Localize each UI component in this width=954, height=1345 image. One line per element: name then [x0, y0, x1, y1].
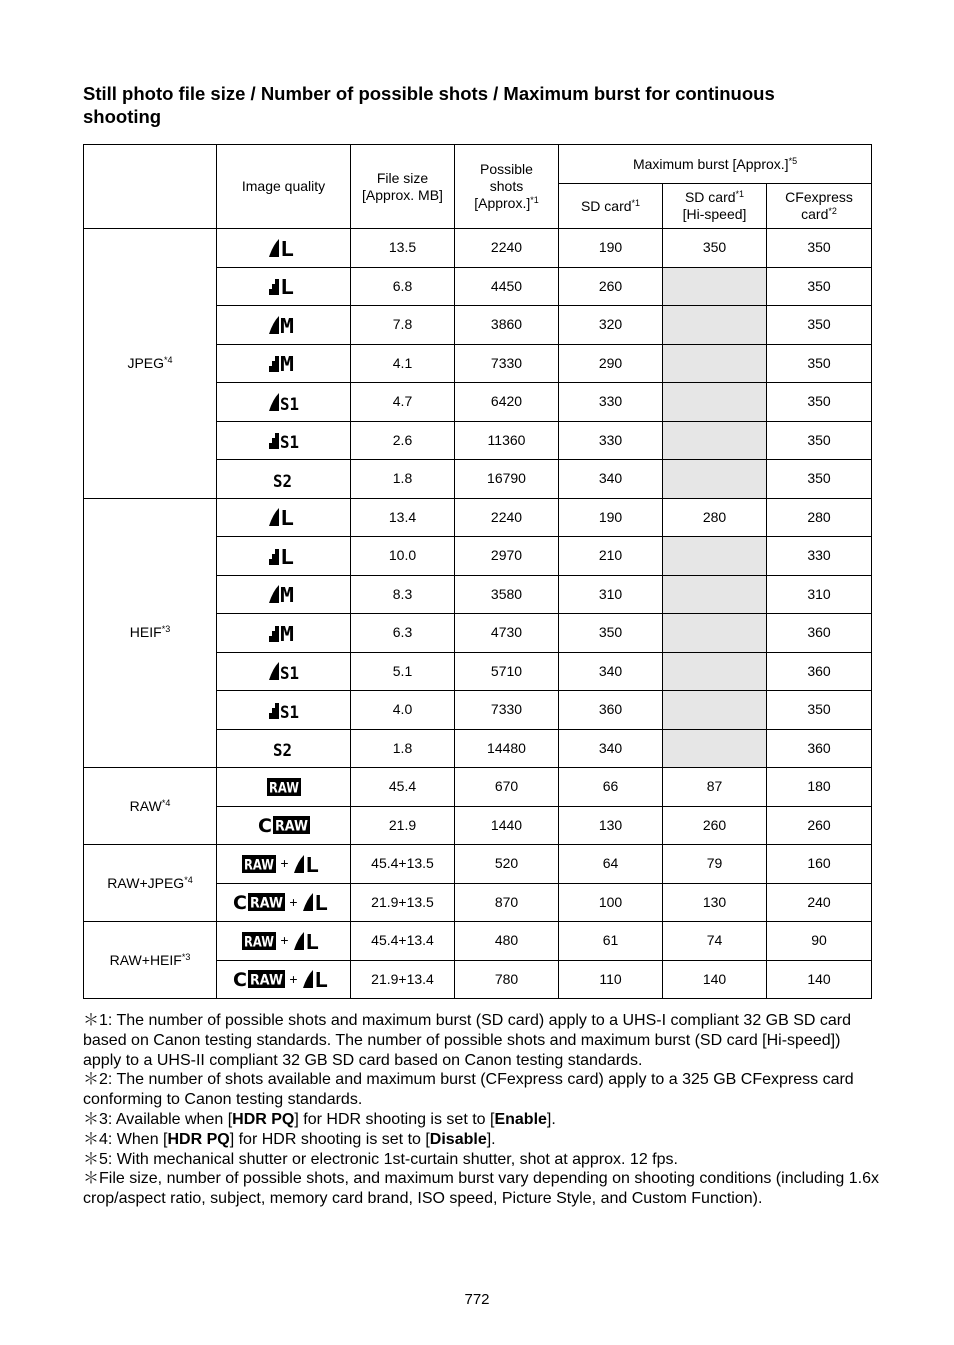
possible-shots-cell: 5710	[455, 652, 559, 691]
file-size-cell: 21.9	[351, 806, 455, 845]
possible-shots-cell: 14480	[455, 729, 559, 768]
svg-text:L: L	[313, 891, 328, 916]
sd-burst-cell: 260	[559, 267, 663, 306]
image-quality-cell	[217, 460, 351, 499]
image-quality-cell	[217, 306, 351, 345]
file-size-cell: 21.9+13.5	[351, 883, 455, 922]
footnote-text: ] for HDR shooting is set to [	[294, 1110, 495, 1128]
footnote	[83, 1011, 883, 1070]
file-size-cell: 1.8	[351, 460, 455, 499]
table-row	[84, 229, 872, 268]
page-number: 772	[464, 1291, 490, 1308]
svg-text:RAW: RAW	[268, 780, 299, 797]
cfexpress-burst-cell: 350	[767, 460, 872, 499]
file-size-cell: 13.5	[351, 229, 455, 268]
header-possible-shots	[455, 145, 559, 229]
possible-shots-cell: 480	[455, 922, 559, 961]
svg-text:C: C	[257, 815, 272, 838]
svg-text:L: L	[279, 236, 294, 261]
svg-text:L: L	[279, 506, 294, 531]
header-file-size	[351, 145, 455, 229]
footnotes	[83, 1011, 883, 1209]
sd-burst-cell: 130	[559, 806, 663, 845]
footnote-text: ＊2: The number of shots available and maximum burst (CFexpress card) apply to a 325 GB CFexpress card conforming to Canon testing standards.	[83, 1071, 854, 1109]
footnote	[83, 1169, 883, 1209]
image-quality-cell	[217, 960, 351, 999]
header-sd-card	[559, 184, 663, 229]
file-size-cell: 2.6	[351, 421, 455, 460]
footnote	[83, 1150, 883, 1170]
group-label: HEIF	[129, 624, 162, 641]
footnote	[83, 1070, 883, 1110]
svg-text:L: L	[304, 852, 319, 877]
group-footnote: *3	[161, 624, 171, 635]
file-size-cell: 4.7	[351, 383, 455, 422]
heif-medium-normal-icon	[268, 622, 300, 644]
table-row	[84, 498, 872, 537]
large-fine-icon	[293, 930, 325, 952]
svg-text:S1: S1	[279, 702, 299, 723]
image-quality-cell	[217, 229, 351, 268]
svg-text:S2: S2	[272, 741, 292, 762]
image-quality-cell	[217, 614, 351, 653]
header-cfexpress-line2: card	[801, 206, 829, 222]
cfexpress-burst-cell: 160	[767, 845, 872, 884]
image-quality-cell	[217, 344, 351, 383]
spec-table	[83, 144, 872, 999]
jpeg-small2-icon	[273, 468, 295, 490]
header-shots-footnote: *1	[530, 195, 539, 205]
sd-hispeed-burst-cell: 280	[663, 498, 767, 537]
group-label: RAW	[129, 797, 162, 814]
cfexpress-burst-cell: 350	[767, 691, 872, 730]
sd-hispeed-burst-cell	[663, 267, 767, 306]
footnote-text: ＊File size, number of possible shots, and maximum burst vary depending on shooting conditions (including 1.6x crop/aspect ratio, subject, memory card brand, ISO speed, Picture Style, and Custom Function).	[83, 1170, 879, 1208]
cfexpress-burst-cell: 360	[767, 729, 872, 768]
svg-text:S1: S1	[279, 664, 299, 685]
svg-text:L: L	[279, 544, 294, 569]
possible-shots-cell: 11360	[455, 421, 559, 460]
possible-shots-cell: 4730	[455, 614, 559, 653]
sd-burst-cell: 340	[559, 460, 663, 499]
header-cfexpress-footnote: *2	[828, 206, 837, 216]
header-cfexpress-line1: CFexpress	[785, 189, 853, 205]
large-fine-icon	[293, 853, 325, 875]
sd-hispeed-burst-cell	[663, 421, 767, 460]
heif-large-normal-icon	[268, 545, 300, 567]
image-quality-cell	[217, 729, 351, 768]
cfexpress-burst-cell: 140	[767, 960, 872, 999]
svg-text:M: M	[279, 352, 294, 377]
footnote-text: ＊5: With mechanical shutter or electronic 1st-curtain shutter, shot at approx. 12 fps.	[83, 1150, 678, 1168]
raw-icon	[242, 931, 276, 951]
page-title: Still photo file size / Number of possible shots / Maximum burst for continuous shooting	[83, 83, 775, 127]
header-shots-line3: [Approx.]	[474, 195, 531, 211]
cfexpress-burst-cell: 280	[767, 498, 872, 537]
image-quality-cell	[217, 806, 351, 845]
sd-hispeed-burst-cell: 140	[663, 960, 767, 999]
svg-text:RAW: RAW	[274, 818, 308, 835]
sd-burst-cell: 360	[559, 691, 663, 730]
plus-sign: +	[280, 932, 289, 949]
jpeg-small1-fine-icon	[268, 391, 300, 413]
footnote-bold-term: HDR PQ	[167, 1130, 230, 1148]
sd-hispeed-burst-cell: 350	[663, 229, 767, 268]
cfexpress-burst-cell: 180	[767, 768, 872, 807]
raw-icon	[242, 854, 276, 874]
group-label: JPEG	[127, 354, 165, 371]
image-quality-cell	[217, 922, 351, 961]
table-row	[84, 768, 872, 807]
sd-hispeed-burst-cell: 79	[663, 845, 767, 884]
cfexpress-burst-cell: 350	[767, 306, 872, 345]
sd-hispeed-burst-cell	[663, 652, 767, 691]
cfexpress-burst-cell: 330	[767, 537, 872, 576]
possible-shots-cell: 2970	[455, 537, 559, 576]
cfexpress-burst-cell: 350	[767, 229, 872, 268]
image-quality-cell	[217, 691, 351, 730]
cfexpress-burst-cell: 360	[767, 652, 872, 691]
heif-large-fine-icon	[268, 506, 300, 531]
plus-sign: +	[280, 855, 289, 872]
possible-shots-cell: 16790	[455, 460, 559, 499]
possible-shots-cell: 520	[455, 845, 559, 884]
footnote	[83, 1110, 883, 1130]
sd-hispeed-burst-cell	[663, 537, 767, 576]
image-quality-cell	[217, 383, 351, 422]
group-label: RAW+JPEG	[107, 874, 185, 891]
possible-shots-cell: 3580	[455, 575, 559, 614]
group-label: RAW+HEIF	[109, 951, 182, 968]
header-file-size-line1: File size	[376, 169, 429, 186]
sd-burst-cell: 66	[559, 768, 663, 807]
file-size-cell: 7.8	[351, 306, 455, 345]
jpeg-large-fine-icon	[268, 237, 300, 259]
possible-shots-cell: 7330	[455, 691, 559, 730]
header-empty-cell	[84, 145, 217, 229]
sd-burst-cell: 310	[559, 575, 663, 614]
file-size-cell: 45.4+13.5	[351, 845, 455, 884]
svg-text:C: C	[233, 892, 248, 915]
plus-sign: +	[289, 970, 298, 987]
jpeg-large-normal-icon	[268, 275, 300, 300]
possible-shots-cell: 3860	[455, 306, 559, 345]
footnote-text: ].	[486, 1130, 496, 1148]
sd-burst-cell: 340	[559, 652, 663, 691]
sd-hispeed-burst-cell	[663, 306, 767, 345]
possible-shots-cell: 780	[455, 960, 559, 999]
craw-icon	[233, 892, 285, 915]
sd-hispeed-burst-cell	[663, 575, 767, 614]
group-footnote: *4	[184, 874, 193, 885]
sd-burst-cell: 290	[559, 344, 663, 383]
group-footnote: *3	[181, 951, 191, 962]
file-size-cell: 4.0	[351, 691, 455, 730]
header-max-burst	[559, 145, 872, 184]
footnote-text: ＊3: Available when [	[83, 1110, 233, 1128]
svg-text:RAW: RAW	[244, 934, 275, 951]
file-size-cell: 45.4	[351, 768, 455, 807]
image-quality-cell	[217, 575, 351, 614]
header-max-burst-label: Maximum burst [Approx.]	[632, 155, 789, 172]
header-max-burst-footnote: *5	[788, 155, 798, 166]
svg-text:C: C	[233, 969, 248, 992]
header-sd-hispeed	[663, 184, 767, 229]
file-size-cell: 13.4	[351, 498, 455, 537]
file-size-cell: 6.8	[351, 267, 455, 306]
heif-medium-fine-icon	[268, 583, 300, 608]
possible-shots-cell: 870	[455, 883, 559, 922]
sd-burst-cell: 350	[559, 614, 663, 653]
file-size-cell: 5.1	[351, 652, 455, 691]
sd-burst-cell: 64	[559, 845, 663, 884]
cfexpress-burst-cell: 350	[767, 383, 872, 422]
heif-small1-fine-icon	[268, 660, 300, 685]
sd-hispeed-burst-cell: 130	[663, 883, 767, 922]
cfexpress-burst-cell: 350	[767, 267, 872, 306]
sd-hispeed-burst-cell	[663, 614, 767, 653]
possible-shots-cell: 7330	[455, 344, 559, 383]
cfexpress-burst-cell: 360	[767, 614, 872, 653]
svg-text:M: M	[279, 621, 294, 646]
heif-small2-icon	[272, 737, 295, 762]
possible-shots-cell: 670	[455, 768, 559, 807]
file-size-cell: 10.0	[351, 537, 455, 576]
svg-text:M: M	[279, 583, 294, 608]
group-label-cell	[84, 229, 217, 499]
heif-small1-normal-icon	[268, 699, 300, 721]
image-quality-cell	[217, 267, 351, 306]
footnote-bold-term: HDR PQ	[232, 1110, 295, 1128]
header-sd-card-label: SD card	[580, 197, 632, 214]
footnote	[83, 1130, 883, 1150]
svg-text:S2: S2	[272, 471, 292, 492]
header-sd-card-footnote: *1	[631, 197, 641, 208]
possible-shots-cell: 2240	[455, 498, 559, 537]
header-sd-hispeed-line1: SD card	[684, 189, 736, 205]
craw-icon	[233, 969, 285, 992]
sd-burst-cell: 330	[559, 383, 663, 422]
svg-text:RAW: RAW	[244, 857, 275, 874]
table-body	[84, 229, 872, 999]
header-file-size-line2: [Approx. MB]	[362, 186, 443, 203]
group-label-cell	[84, 845, 217, 922]
footnote-text: ＊4: When [	[83, 1130, 168, 1148]
sd-burst-cell: 190	[559, 229, 663, 268]
table-row	[84, 922, 872, 961]
cfexpress-burst-cell: 350	[767, 344, 872, 383]
header-cfexpress	[767, 184, 872, 229]
group-label-cell	[84, 768, 217, 845]
footnote-bold-term: Disable	[429, 1130, 487, 1148]
image-quality-cell	[217, 498, 351, 537]
sd-burst-cell: 110	[559, 960, 663, 999]
sd-hispeed-burst-cell	[663, 383, 767, 422]
possible-shots-cell: 4450	[455, 267, 559, 306]
svg-text:RAW: RAW	[250, 972, 284, 989]
header-image-quality: Image quality	[217, 145, 351, 229]
plus-sign: +	[289, 893, 298, 910]
cfexpress-burst-cell: 260	[767, 806, 872, 845]
header-sd-hispeed-line2: [Hi-speed]	[682, 206, 747, 222]
sd-hispeed-burst-cell: 74	[663, 922, 767, 961]
group-footnote: *4	[161, 797, 171, 808]
svg-text:L: L	[304, 929, 319, 954]
craw-icon	[257, 815, 310, 838]
image-quality-cell	[217, 883, 351, 922]
footnote-text: ＊1: The number of possible shots and maximum burst (SD card) apply to a UHS-I compliant 32 GB SD card based on Canon testing standards. The number of possible shots and maximum burst (SD card [Hi-speed]) apply to a UHS-II compliant 32 GB SD card based on Canon testing standards.	[83, 1012, 852, 1069]
file-size-cell: 6.3	[351, 614, 455, 653]
group-label-cell	[84, 498, 217, 768]
image-quality-cell	[217, 652, 351, 691]
jpeg-medium-normal-icon	[268, 352, 300, 377]
cfexpress-burst-cell: 310	[767, 575, 872, 614]
image-quality-cell	[217, 537, 351, 576]
file-size-cell: 21.9+13.4	[351, 960, 455, 999]
jpeg-medium-fine-icon	[268, 314, 300, 336]
file-size-cell: 1.8	[351, 729, 455, 768]
group-label-cell	[84, 922, 217, 999]
file-size-cell: 45.4+13.4	[351, 922, 455, 961]
possible-shots-cell: 1440	[455, 806, 559, 845]
footnote-text: ].	[546, 1110, 556, 1128]
sd-burst-cell: 210	[559, 537, 663, 576]
file-size-cell: 4.1	[351, 344, 455, 383]
sd-burst-cell: 330	[559, 421, 663, 460]
sd-burst-cell: 61	[559, 922, 663, 961]
table-row	[84, 845, 872, 884]
sd-hispeed-burst-cell	[663, 460, 767, 499]
cfexpress-burst-cell: 90	[767, 922, 872, 961]
large-fine-icon	[302, 968, 334, 993]
raw-icon	[267, 777, 301, 797]
svg-text:S1: S1	[279, 433, 299, 454]
sd-burst-cell: 100	[559, 883, 663, 922]
svg-text:L: L	[279, 275, 294, 300]
header-shots-line2: shots	[489, 178, 524, 194]
image-quality-cell	[217, 768, 351, 807]
sd-hispeed-burst-cell	[663, 344, 767, 383]
file-size-cell: 8.3	[351, 575, 455, 614]
image-quality-cell	[217, 421, 351, 460]
sd-burst-cell: 190	[559, 498, 663, 537]
svg-text:S1: S1	[279, 394, 299, 415]
sd-burst-cell: 320	[559, 306, 663, 345]
footnote-text: ] for HDR shooting is set to [	[229, 1130, 430, 1148]
svg-text:RAW: RAW	[250, 895, 284, 912]
jpeg-small1-normal-icon	[268, 429, 300, 454]
cfexpress-burst-cell: 350	[767, 421, 872, 460]
sd-burst-cell: 340	[559, 729, 663, 768]
svg-text:M: M	[279, 313, 294, 338]
header-sd-hispeed-footnote: *1	[735, 189, 745, 199]
possible-shots-cell: 6420	[455, 383, 559, 422]
sd-hispeed-burst-cell	[663, 691, 767, 730]
sd-hispeed-burst-cell: 260	[663, 806, 767, 845]
cfexpress-burst-cell: 240	[767, 883, 872, 922]
group-footnote: *4	[164, 354, 173, 365]
svg-text:L: L	[313, 968, 328, 993]
image-quality-cell	[217, 845, 351, 884]
sd-hispeed-burst-cell: 87	[663, 768, 767, 807]
possible-shots-cell: 2240	[455, 229, 559, 268]
sd-hispeed-burst-cell	[663, 729, 767, 768]
header-shots-line1: Possible	[480, 161, 533, 177]
large-fine-icon	[302, 891, 334, 916]
footnote-bold-term: Enable	[494, 1110, 547, 1128]
